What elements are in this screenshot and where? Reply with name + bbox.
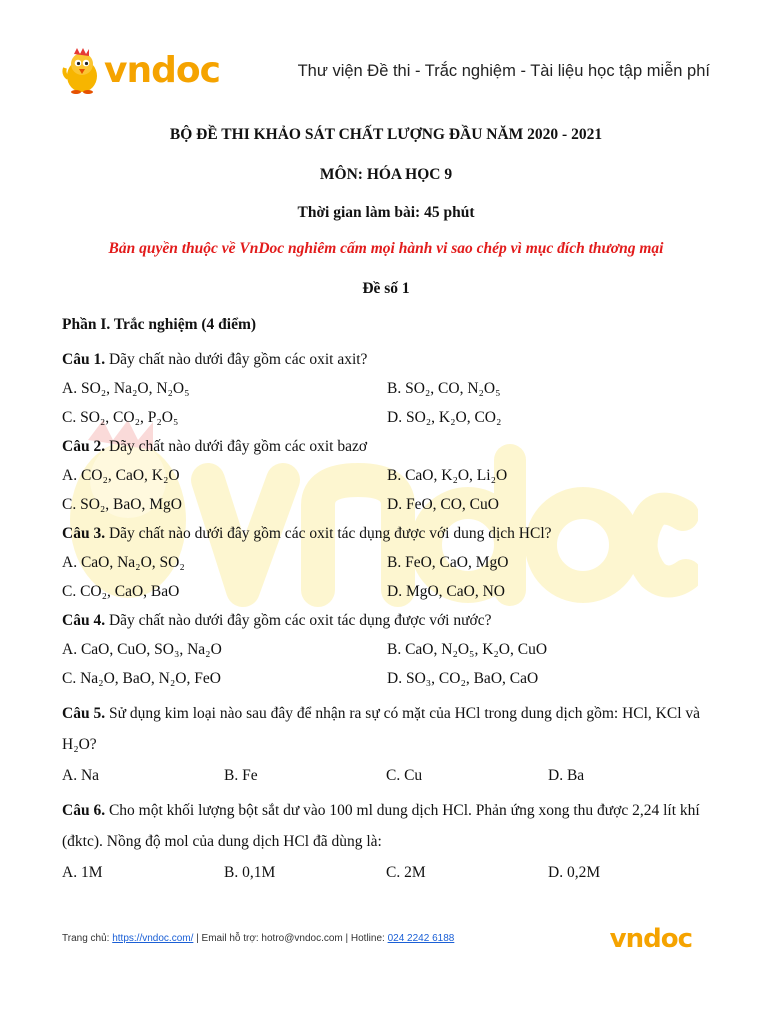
option-a[interactable]: A. CaO, Na₂O, SO₂ — [62, 554, 185, 571]
question-label: Câu 4. — [62, 612, 106, 629]
question-label: Câu 1. — [62, 351, 106, 368]
option-c[interactable]: C. SO₂, BaO, MgO — [62, 496, 182, 513]
question-text: Dãy chất nào dưới đây gồm các oxit bazơ — [108, 438, 368, 455]
option-b[interactable]: B. CaO, K₂O, Li₂O — [387, 467, 508, 484]
option-d[interactable]: D. Ba — [548, 767, 585, 784]
exam-time: Thời gian làm bài: 45 phút — [297, 204, 475, 221]
header-tagline: Thư viện Đề thi - Trắc nghiệm - Tài liệu học tập miễn phí — [297, 62, 710, 80]
option-c[interactable]: C. SO₂, CO₂, P₂O₅ — [62, 409, 179, 426]
option-c[interactable]: C. Na₂O, BaO, N₂O, FeO — [62, 670, 221, 687]
question-6 — [62, 795, 710, 857]
option-b[interactable]: B. CaO, N₂O₅, K₂O, CuO — [387, 641, 548, 658]
exam-subject: MÔN: HÓA HỌC 9 — [319, 166, 453, 183]
question-5 — [62, 698, 710, 760]
vndoc-logo[interactable] — [62, 48, 220, 94]
options-q1 — [62, 379, 710, 428]
option-c[interactable]: C. CO₂, CaO, BaO — [62, 583, 180, 600]
chick-mascot-icon — [62, 48, 102, 94]
option-a[interactable]: A. SO₂, Na₂O, N₂O₅ — [62, 380, 190, 397]
option-b[interactable]: B. 0,1M — [224, 864, 276, 881]
question-4 — [62, 611, 710, 631]
question-label: Câu 2. — [62, 438, 106, 455]
option-a[interactable]: A. CO₂, CaO, K₂O — [62, 467, 180, 484]
option-a[interactable]: A. CaO, CuO, SO₃, Na₂O — [62, 641, 222, 658]
option-d[interactable]: D. 0,2M — [548, 864, 601, 881]
page-header — [62, 48, 710, 96]
question-label: Câu 3. — [62, 525, 106, 542]
question-text: Cho một khối lượng bột sắt dư vào 100 ml dung dịch HCl. Phản ứng xong thu được 2,24 lít khí (đktc). Nồng độ mol của dung dịch HCl đã dùng là: — [62, 802, 700, 850]
option-b[interactable]: B. FeO, CaO, MgO — [387, 554, 509, 571]
option-d[interactable]: D. FeO, CO, CuO — [387, 496, 499, 513]
option-a[interactable]: A. Na — [62, 767, 100, 784]
option-d[interactable]: D. SO₃, CO₂, BaO, CaO — [387, 670, 539, 687]
options-q5 — [62, 766, 710, 786]
option-d[interactable]: D. MgO, CaO, NO — [387, 583, 505, 600]
options-q4 — [62, 640, 710, 689]
option-b[interactable]: B. Fe — [224, 767, 258, 784]
exam-number: Đề số 1 — [362, 280, 410, 297]
footer-home-label: Trang chủ: — [62, 933, 113, 944]
document-body — [62, 126, 710, 892]
exam-title: BỘ ĐỀ THI KHẢO SÁT CHẤT LƯỢNG ĐẦU NĂM 2020 - 2021 — [169, 126, 603, 143]
question-text: Dãy chất nào dưới đây gồm các oxit axit? — [108, 351, 368, 368]
option-b[interactable]: B. SO₂, CO, N₂O₅ — [387, 380, 501, 397]
option-c[interactable]: C. 2M — [386, 864, 426, 881]
hotline-link[interactable]: 024 2242 6188 — [387, 933, 455, 944]
footer-text — [62, 933, 454, 944]
section-heading: Phần I. Trắc nghiệm (4 điểm) — [62, 316, 257, 333]
homepage-link[interactable]: https://vndoc.com/ — [112, 933, 194, 944]
question-label: Câu 5. — [62, 705, 106, 722]
question-label: Câu 6. — [62, 802, 106, 819]
options-q2 — [62, 466, 710, 515]
question-2 — [62, 437, 710, 457]
question-text: Sử dụng kim loại nào sau đây để nhận ra sự có mặt của HCl trong dung dịch gồm: HCl, KCl và H₂O? — [62, 705, 701, 753]
page-footer — [62, 924, 692, 954]
question-text: Dãy chất nào dưới đây gồm các oxit tác dụng được với dung dịch HCl? — [108, 525, 552, 542]
copyright-notice: Bản quyền thuộc về VnDoc nghiêm cấm mọi hành vi sao chép vì mục đích thương mại — [108, 240, 664, 257]
footer-logo: vndoc — [609, 924, 692, 954]
question-text: Dãy chất nào dưới đây gồm các oxit tác dụng được với nước? — [108, 612, 492, 629]
option-a[interactable]: A. 1M — [62, 864, 103, 881]
question-3 — [62, 524, 710, 544]
logo-wordmark: vndoc — [104, 50, 220, 91]
footer-email-label: | Email hỗ trợ: hotro@vndoc.com | Hotline: — [193, 933, 388, 944]
question-1 — [62, 350, 710, 370]
options-q6 — [62, 863, 710, 883]
option-c[interactable]: C. Cu — [386, 767, 423, 784]
options-q3 — [62, 553, 710, 602]
option-d[interactable]: D. SO₂, K₂O, CO₂ — [387, 409, 502, 426]
